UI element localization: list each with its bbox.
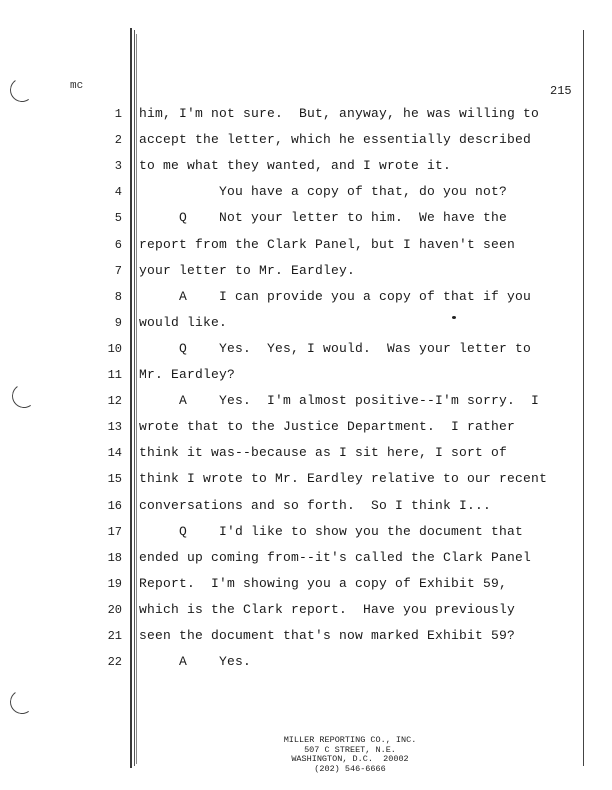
binder-hole-mark <box>8 76 36 104</box>
transcript-line-text: think I wrote to Mr. Eardley relative to our recent <box>139 471 548 486</box>
line-number: 8 <box>114 290 122 304</box>
transcript-line-text: Q Yes. Yes, I would. Was your letter to <box>139 341 532 356</box>
transcript-line-text: think it was--because as I sit here, I sort of <box>139 445 508 460</box>
footer-phone: (202) 546-6666 <box>314 763 386 774</box>
line-number: 21 <box>107 629 122 643</box>
transcript-line-text: A Yes. <box>139 654 252 669</box>
reporting-company-footer <box>250 736 450 774</box>
line-number: 4 <box>114 185 122 199</box>
line-number: 6 <box>114 238 122 252</box>
left-margin-rule <box>134 30 135 766</box>
line-number: 5 <box>114 211 122 225</box>
ink-speck <box>452 316 456 319</box>
line-number: 13 <box>107 420 122 434</box>
transcript-line-text: to me what they wanted, and I wrote it. <box>139 158 452 173</box>
line-number: 2 <box>114 133 122 147</box>
transcript-line-text: accept the letter, which he essentially described <box>139 132 532 147</box>
transcript-line-text: seen the document that's now marked Exhibit 59? <box>139 628 516 643</box>
transcript-line-text: Q I'd like to show you the document that <box>139 524 524 539</box>
left-margin-rule <box>136 34 137 764</box>
transcript-line-text: A I can provide you a copy of that if you <box>139 289 532 304</box>
transcript-line-text: Q Not your letter to him. We have the <box>139 210 508 225</box>
transcript-line-text: conversations and so forth. So I think I... <box>139 498 492 513</box>
footer-street: 507 C STREET, N.E. <box>304 744 396 755</box>
footer-city: WASHINGTON, D.C. 20002 <box>291 754 409 764</box>
binder-hole-mark <box>8 688 36 716</box>
transcript-line-text: A Yes. I'm almost positive--I'm sorry. I <box>139 393 540 408</box>
line-number: 9 <box>114 316 122 330</box>
line-number: 11 <box>107 368 122 382</box>
transcript-line-text: would like. <box>139 315 228 330</box>
transcript-line-text: report from the Clark Panel, but I haven't seen <box>139 237 516 252</box>
transcript-line-text: your letter to Mr. Eardley. <box>139 263 356 278</box>
footer-company: MILLER REPORTING CO., INC. <box>283 735 417 745</box>
binder-hole-mark <box>10 382 38 410</box>
line-number: 22 <box>107 655 122 669</box>
transcript-line-text: him, I'm not sure. But, anyway, he was willing to <box>139 106 540 121</box>
transcript-line-text: Report. I'm showing you a copy of Exhibit 59, <box>139 576 508 591</box>
transcript-line-text: Mr. Eardley? <box>139 367 236 382</box>
line-number: 1 <box>114 107 122 121</box>
left-margin-rule <box>130 28 132 768</box>
line-number: 10 <box>107 342 122 356</box>
line-number: 20 <box>107 603 122 617</box>
page-number: 215 <box>550 84 572 98</box>
line-number: 17 <box>107 525 122 539</box>
transcript-line-text: ended up coming from--it's called the Clark Panel <box>139 550 532 565</box>
line-number: 16 <box>107 499 122 513</box>
line-number: 15 <box>107 472 122 486</box>
line-number: 12 <box>107 394 122 408</box>
reporter-initials: mc <box>70 80 84 92</box>
line-number: 3 <box>114 159 122 173</box>
line-number: 19 <box>107 577 122 591</box>
right-margin-rule <box>583 30 584 766</box>
line-number: 14 <box>107 446 122 460</box>
line-number: 7 <box>114 264 122 278</box>
line-number: 18 <box>107 551 122 565</box>
transcript-line-text: You have a copy of that, do you not? <box>139 184 508 199</box>
transcript-line-text: which is the Clark report. Have you previously <box>139 602 516 617</box>
transcript-line-text: wrote that to the Justice Department. I rather <box>139 419 516 434</box>
